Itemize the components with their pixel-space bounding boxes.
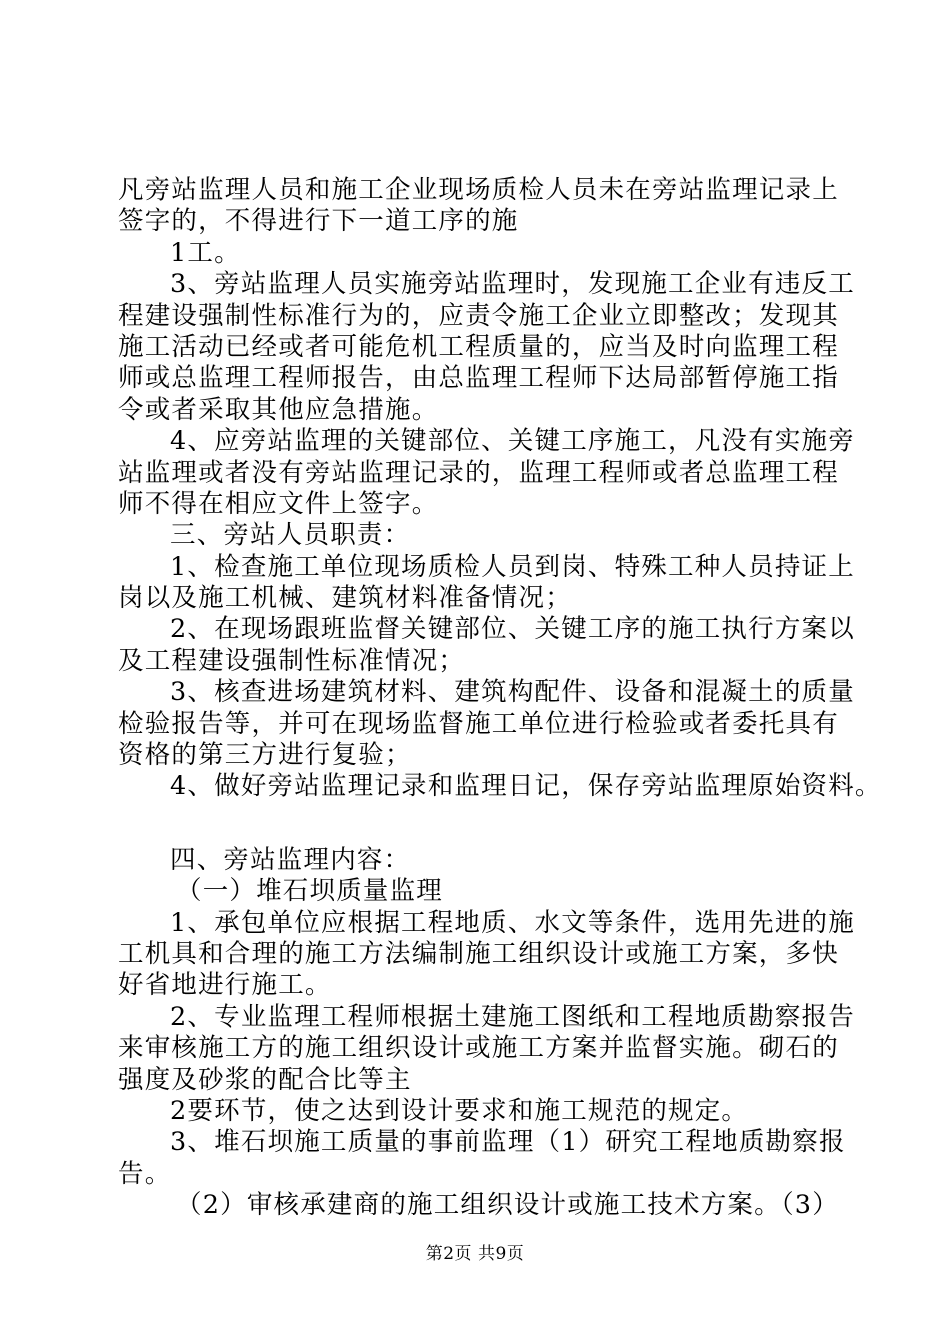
text-line: 凡旁站监理人员和施工企业现场质检人员未在旁站监理记录上 [118, 175, 839, 205]
page-number-footer: 第2页 共9页 [425, 1244, 525, 1264]
text-line: 师或总监理工程师报告，由总监理工程师下达局部暂停施工指 [118, 363, 839, 394]
text-line: （2）审核承建商的施工组织设计或施工技术方案。（3） [176, 1190, 839, 1221]
text-line: 岗以及施工机械、建筑材料准备情况； [118, 583, 572, 614]
text-line: 及工程建设强制性标准情况； [118, 645, 466, 676]
text-line: 程建设强制性标准行为的，应责令施工企业立即整改；发现其 [118, 300, 839, 331]
text-line: 资格的第三方进行复验； [118, 740, 412, 771]
text-line: 站监理或者没有旁站监理记录的，监理工程师或者总监理工程 [118, 457, 839, 488]
text-line: 2、在现场跟班监督关键部位、关键工序的施工执行方案以 [170, 614, 855, 645]
text-line: 强度及砂浆的配合比等主 [118, 1064, 412, 1095]
text-line: 施工活动已经或者可能危机工程质量的，应当及时向监理工程 [118, 331, 839, 362]
text-line: 工机具和合理的施工方法编制施工组织设计或施工方案，多快 [118, 938, 839, 969]
text-line: 2、专业监理工程师根据土建施工图纸和工程地质勘察报告 [170, 1001, 855, 1032]
text-line: 4、应旁站监理的关键部位、关键工序施工，凡没有实施旁 [170, 426, 855, 457]
text-line: 1、承包单位应根据工程地质、水文等条件，选用先进的施 [170, 907, 855, 938]
text-line: 1工。 [170, 237, 241, 268]
text-line: 签字的，不得进行下一道工序的施 [118, 206, 519, 237]
text-line: 3、旁站监理人员实施旁站监理时，发现施工企业有违反工 [170, 269, 855, 300]
text-line: 2要环节，使之达到设计要求和施工规范的规定。 [170, 1095, 749, 1126]
text-line: 4、做好旁站监理记录和监理日记，保存旁站监理原始资料。 [170, 771, 882, 802]
text-line: 检验报告等，并可在现场监督施工单位进行检验或者委托具有 [118, 708, 839, 739]
text-line: 1、检查施工单位现场质检人员到岗、特殊工种人员持证上 [170, 551, 855, 582]
document-body [118, 175, 882, 1222]
text-line: 告。 [118, 1158, 172, 1189]
text-line: 来审核施工方的施工组织设计或施工方案并监督实施。砌石的 [118, 1033, 839, 1064]
section-heading: 三、旁站人员职责： [170, 520, 411, 551]
text-line: 3、核查进场建筑材料、建筑构配件、设备和混凝土的质量 [170, 677, 855, 708]
subsection-heading: （一）堆石坝质量监理 [176, 876, 444, 907]
text-line: 3、堆石坝施工质量的事前监理（1）研究工程地质勘察报 [170, 1127, 846, 1158]
section-heading: 四、旁站监理内容： [170, 844, 411, 875]
paragraph-gap [118, 803, 838, 845]
text-line: 师不得在相应文件上签字。 [118, 488, 439, 519]
text-line: 令或者采取其他应急措施。 [118, 394, 439, 425]
text-line: 好省地进行施工。 [118, 970, 332, 1001]
